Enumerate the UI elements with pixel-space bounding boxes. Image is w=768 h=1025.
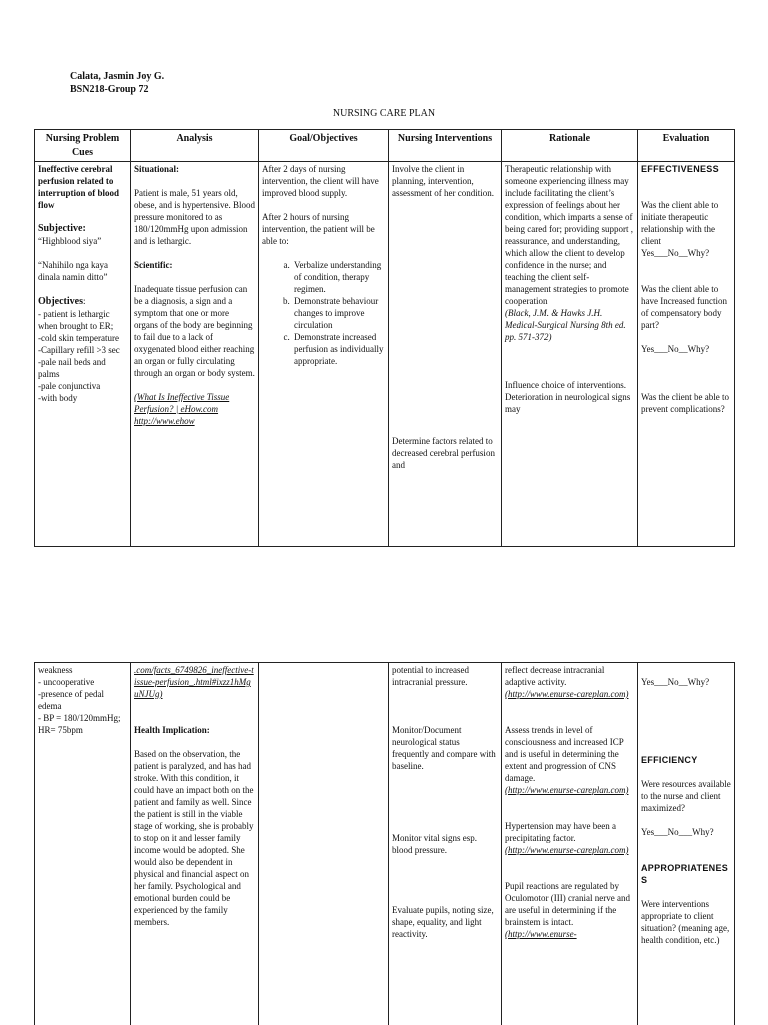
problem-cell bbox=[35, 663, 131, 1025]
column-header-analysis: Analysis bbox=[131, 130, 259, 162]
analysis-cell bbox=[131, 663, 259, 1025]
document-header bbox=[70, 70, 164, 96]
rationale-item: Hypertension may have been a precipitating factor. bbox=[505, 820, 634, 844]
interventions-cell bbox=[389, 663, 502, 1025]
rationale-item: reflect decrease intracranial adaptive activity. bbox=[505, 664, 634, 688]
evaluation-cell bbox=[638, 663, 735, 1025]
table-row bbox=[35, 162, 735, 547]
objective-cue: -with body bbox=[38, 392, 127, 404]
intervention-item: Monitor vital signs esp. blood pressure. bbox=[392, 832, 498, 856]
column-header-problem: Nursing Problem Cues bbox=[35, 130, 131, 162]
student-name: Calata, Jasmin Joy G. bbox=[70, 70, 164, 83]
student-section: BSN218-Group 72 bbox=[70, 83, 164, 96]
objectives-label: Objectives bbox=[38, 296, 83, 307]
objective-cue: -Capillary refill >3 sec bbox=[38, 344, 127, 356]
evaluation-question: Was the client be able to prevent complications? bbox=[641, 391, 731, 415]
list-item: a. Verbalize understanding of condition, therapy regimen. bbox=[292, 259, 385, 295]
scientific-label: Scientific: bbox=[134, 259, 255, 271]
objective-cue: - patient is lethargic when brought to ER; bbox=[38, 308, 127, 332]
nursing-diagnosis: Ineffective cerebral perfusion related to interruption of blood flow bbox=[38, 163, 127, 211]
subjective-label: Subjective: bbox=[38, 223, 127, 235]
rationale-citation: (Black, J.M. & Hawks J.H. Medical-Surgical Nursing 8th ed. pp. 571-372) bbox=[505, 307, 634, 343]
health-implication-text: Based on the observation, the patient is paralyzed, and has had stroke. With this condition, it could have an impact both on the patient and family as well. Since the patient is still in the viable stage of working, she is probably to stop on it and lesser family income would be adopted. She would also be dependent in physical and financial aspect on her family. Psychological and emotional burden could be experienced by the family members. bbox=[134, 748, 255, 928]
goal-cell bbox=[259, 663, 389, 1025]
objective-cue: - uncooperative bbox=[38, 676, 127, 688]
subjective-cue-2: “Nahihilo nga kaya dinala namin ditto” bbox=[38, 259, 127, 283]
short-term-goal: After 2 hours of nursing intervention, the patient will be able to: bbox=[262, 211, 385, 247]
page-title: NURSING CARE PLAN bbox=[0, 108, 768, 120]
subjective-cue-1: “Highblood siya” bbox=[38, 235, 127, 247]
goal-cell bbox=[259, 162, 389, 547]
intervention-item: potential to increased intracranial pressure. bbox=[392, 664, 498, 688]
situational-label: Situational: bbox=[134, 163, 255, 175]
rationale-item: Assess trends in level of consciousness and increased ICP and is useful in determining the extent and progression of CNS damage. bbox=[505, 724, 634, 784]
efficiency-heading: EFFICIENCY bbox=[641, 754, 731, 766]
scientific-text: Inadequate tissue perfusion can be a diagnosis, a sign and a symptom that one or more organs of the body are beginning to fail due to a lack of oxygenated blood either reaching an organ or fully circulating through an organ or body system. bbox=[134, 283, 255, 379]
evaluation-answer: Yes___No__Why? bbox=[641, 676, 731, 688]
appropriateness-heading: APPROPRIATENESS bbox=[641, 862, 731, 886]
column-header-evaluation: Evaluation bbox=[638, 130, 735, 162]
objective-cue: -presence of pedal edema bbox=[38, 688, 127, 712]
analysis-citation-link[interactable]: (What Is Ineffective Tissue Perfusion? | eHow.com http://www.ehow bbox=[134, 391, 255, 427]
health-implication-label: Health Implication: bbox=[134, 724, 255, 736]
intervention-item: Determine factors related to decreased cerebral perfusion and bbox=[392, 435, 498, 471]
table-header-row bbox=[35, 130, 735, 162]
intervention-item: Evaluate pupils, noting size, shape, equality, and light reactivity. bbox=[392, 904, 498, 940]
interventions-cell bbox=[389, 162, 502, 547]
situational-text: Patient is male, 51 years old, obese, and is hypertensive. Blood pressure monitored to as 180/120mmHg upon admission and is lethargic. bbox=[134, 187, 255, 247]
rationale-link[interactable]: (http://www.enurse-careplan.com) bbox=[505, 844, 634, 856]
care-plan-table-page-2 bbox=[34, 662, 735, 1025]
objective-cue: -cold skin temperature bbox=[38, 332, 127, 344]
intervention-item: Monitor/Document neurological status frequently and compare with baseline. bbox=[392, 724, 498, 772]
evaluation-question: Were resources available to the nurse and client maximized? bbox=[641, 778, 731, 814]
rationale-link[interactable]: (http://www.enurse-careplan.com) bbox=[505, 688, 634, 700]
evaluation-cell bbox=[638, 162, 735, 547]
list-item: c. Demonstrate increased perfusion as individually appropriate. bbox=[292, 331, 385, 367]
rationale-item: Pupil reactions are regulated by Oculomotor (III) cranial nerve and are useful in determining if the brainstem is intact. bbox=[505, 880, 634, 928]
care-plan-table-page-1 bbox=[34, 129, 735, 547]
objective-cue: weakness bbox=[38, 664, 127, 676]
column-header-interventions: Nursing Interventions bbox=[389, 130, 502, 162]
evaluation-answer: Yes___No___Why? bbox=[641, 826, 731, 838]
analysis-cell bbox=[131, 162, 259, 547]
evaluation-answer: Yes___No__Why? bbox=[641, 247, 731, 259]
evaluation-question: Was the client able to initiate therapeutic relationship with the client bbox=[641, 199, 731, 247]
objective-cue: - BP = 180/120mmHg; HR= 75bpm bbox=[38, 712, 127, 736]
evaluation-answer: Yes___No__Why? bbox=[641, 343, 731, 355]
rationale-link[interactable]: (http://www.enurse-careplan.com) bbox=[505, 784, 634, 796]
rationale-item: Therapeutic relationship with someone experiencing illness may include facilitating the client’s expression of feelings about her condition, which imparts a sense of being cared for; providing support , reassurance, and understanding, which allow the client to develop confidence in the nurse; and teaching the client self-management strategies to promote cooperation bbox=[505, 163, 634, 307]
rationale-item: Influence choice of interventions. Deterioration in neurological signs may bbox=[505, 379, 634, 415]
rationale-link[interactable]: (http://www.enurse- bbox=[505, 928, 634, 940]
evaluation-question: Were interventions appropriate to client situation? (meaning age, health condition, etc.) bbox=[641, 898, 731, 946]
long-term-goal: After 2 days of nursing intervention, the client will have improved blood supply. bbox=[262, 163, 385, 199]
intervention-item: Involve the client in planning, intervention, assessment of her condition. bbox=[392, 163, 498, 199]
problem-cell: Ineffective cerebral perfusion related to interruption of blood flow Subjective: “Highblood siya” “Nahihilo nga kaya dinala namin ditto” Objectives: - patient is lethargic when brought to ER; -cold skin temperature -Capillary refill >3 sec -pale nail beds and palms -pale conjunctiva -with body bbox=[35, 162, 131, 547]
objective-cue: -pale conjunctiva bbox=[38, 380, 127, 392]
rationale-cell bbox=[502, 663, 638, 1025]
objective-cue: -pale nail beds and palms bbox=[38, 356, 127, 380]
goal-list bbox=[262, 259, 385, 367]
rationale-cell bbox=[502, 162, 638, 547]
column-header-rationale: Rationale bbox=[502, 130, 638, 162]
effectiveness-heading: EFFECTIVENESS bbox=[641, 163, 731, 175]
list-item: b. Demonstrate behaviour changes to improve circulation bbox=[292, 295, 385, 331]
table-row bbox=[35, 663, 735, 1025]
column-header-goal: Goal/Objectives bbox=[259, 130, 389, 162]
analysis-citation-link[interactable]: .com/facts_6749826_ineffective-tissue-perfusion_.html#ixzz1hMguNJUg) bbox=[134, 664, 255, 700]
evaluation-question: Was the client able to have Increased function of compensatory body part? bbox=[641, 283, 731, 331]
